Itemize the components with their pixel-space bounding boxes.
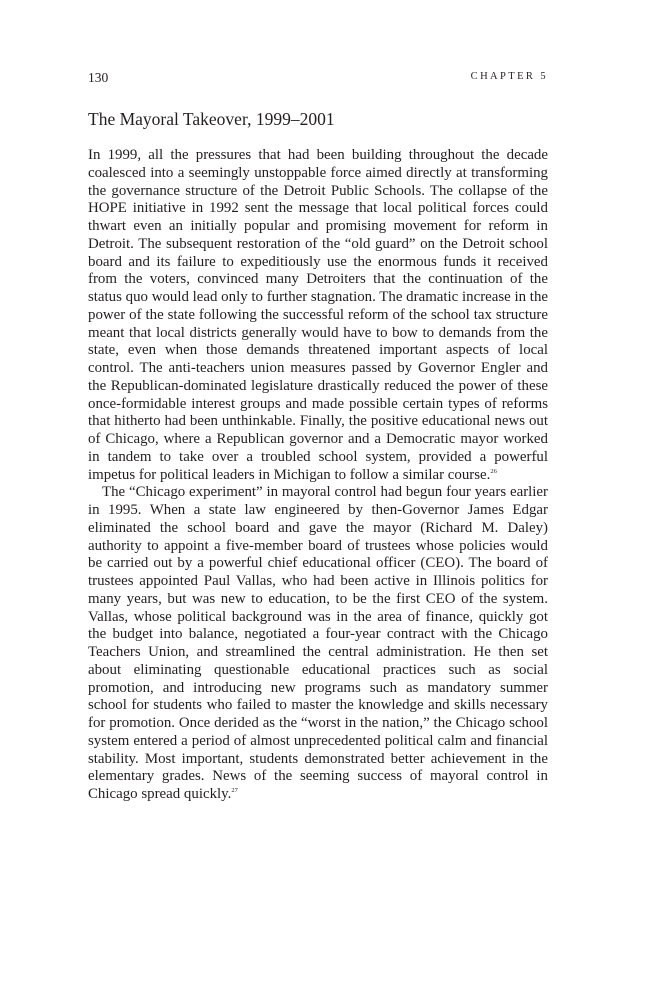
- chapter-label: CHAPTER 5: [470, 71, 548, 82]
- page-number: 130: [88, 70, 109, 85]
- body-text: [88, 147, 548, 804]
- footnote-ref[interactable]: 26: [490, 467, 497, 475]
- footnote-ref[interactable]: 27: [231, 787, 238, 794]
- running-head: [88, 70, 548, 86]
- paragraph: [88, 147, 548, 484]
- paragraph-text: In 1999, all the pressures that had been building throughout the decade coalesced into a seemingly unstoppable force aimed directly at transforming the governance structure of the Detroit Public Schools. The collapse of the HOPE initiative in 1992 sent the message that local political forces could thwart even an initially popular and promising movement for reform in Detroit. The subsequent restoration of the “old guard” on the Detroit school board and its failure to expeditiously use the enormous funds it received from the voters, convinced many Detroiters that the continuation of the status quo would lead only to further stagnation. The dramatic increase in the power of the state following the successful reform of the school tax structure meant that local districts generally would have to bow to demands from the state, even when those demands threatened important aspects of local control. The anti-teachers union measures passed by Governor Engler and the Republican-dominated legislature drastically reduced the power of these once-formidable interest groups and made possible certain types of reforms that hitherto had been unthinkable. Finally, the positive educational news out of Chicago, where a Republican governor and a Democratic mayor worked in tandem to take over a troubled school system, provided a powerful impetus for political leaders in Michigan to follow a similar course.: [88, 147, 548, 483]
- paragraph-text: The “Chicago experiment” in mayoral control had begun four years earlier in 1995. When a state law engineered by then-Governor James Edgar eliminated the school board and gave the mayor (Richard M. Daley) authority to appoint a five-member board of trustees whose policies would be carried out by a powerful chief educational officer (CEO). The board of trustees appointed Paul Vallas, who had been active in Illinois politics for many years, but was new to education, to be the first CEO of the system. Vallas, whose political background was in the area of finance, quickly got the budget into balance, negotiated a four-year contract with the Chicago Teachers Union, and streamlined the central administration. He then set about eliminating questionable educational practices such as social promotion, and introducing new programs such as mandatory summer school for students who failed to master the knowledge and skills necessary for promotion. Once derided as the “worst in the nation,” the Chicago school system entered a period of almost unprecedented political calm and financial stability. Most important, students demonstrated better achievement in the elementary grades. News of the seeming success of mayoral control in Chicago spread quickly.: [88, 484, 548, 802]
- section-title: The Mayoral Takeover, 1999–2001: [88, 109, 335, 129]
- paragraph: [88, 484, 548, 804]
